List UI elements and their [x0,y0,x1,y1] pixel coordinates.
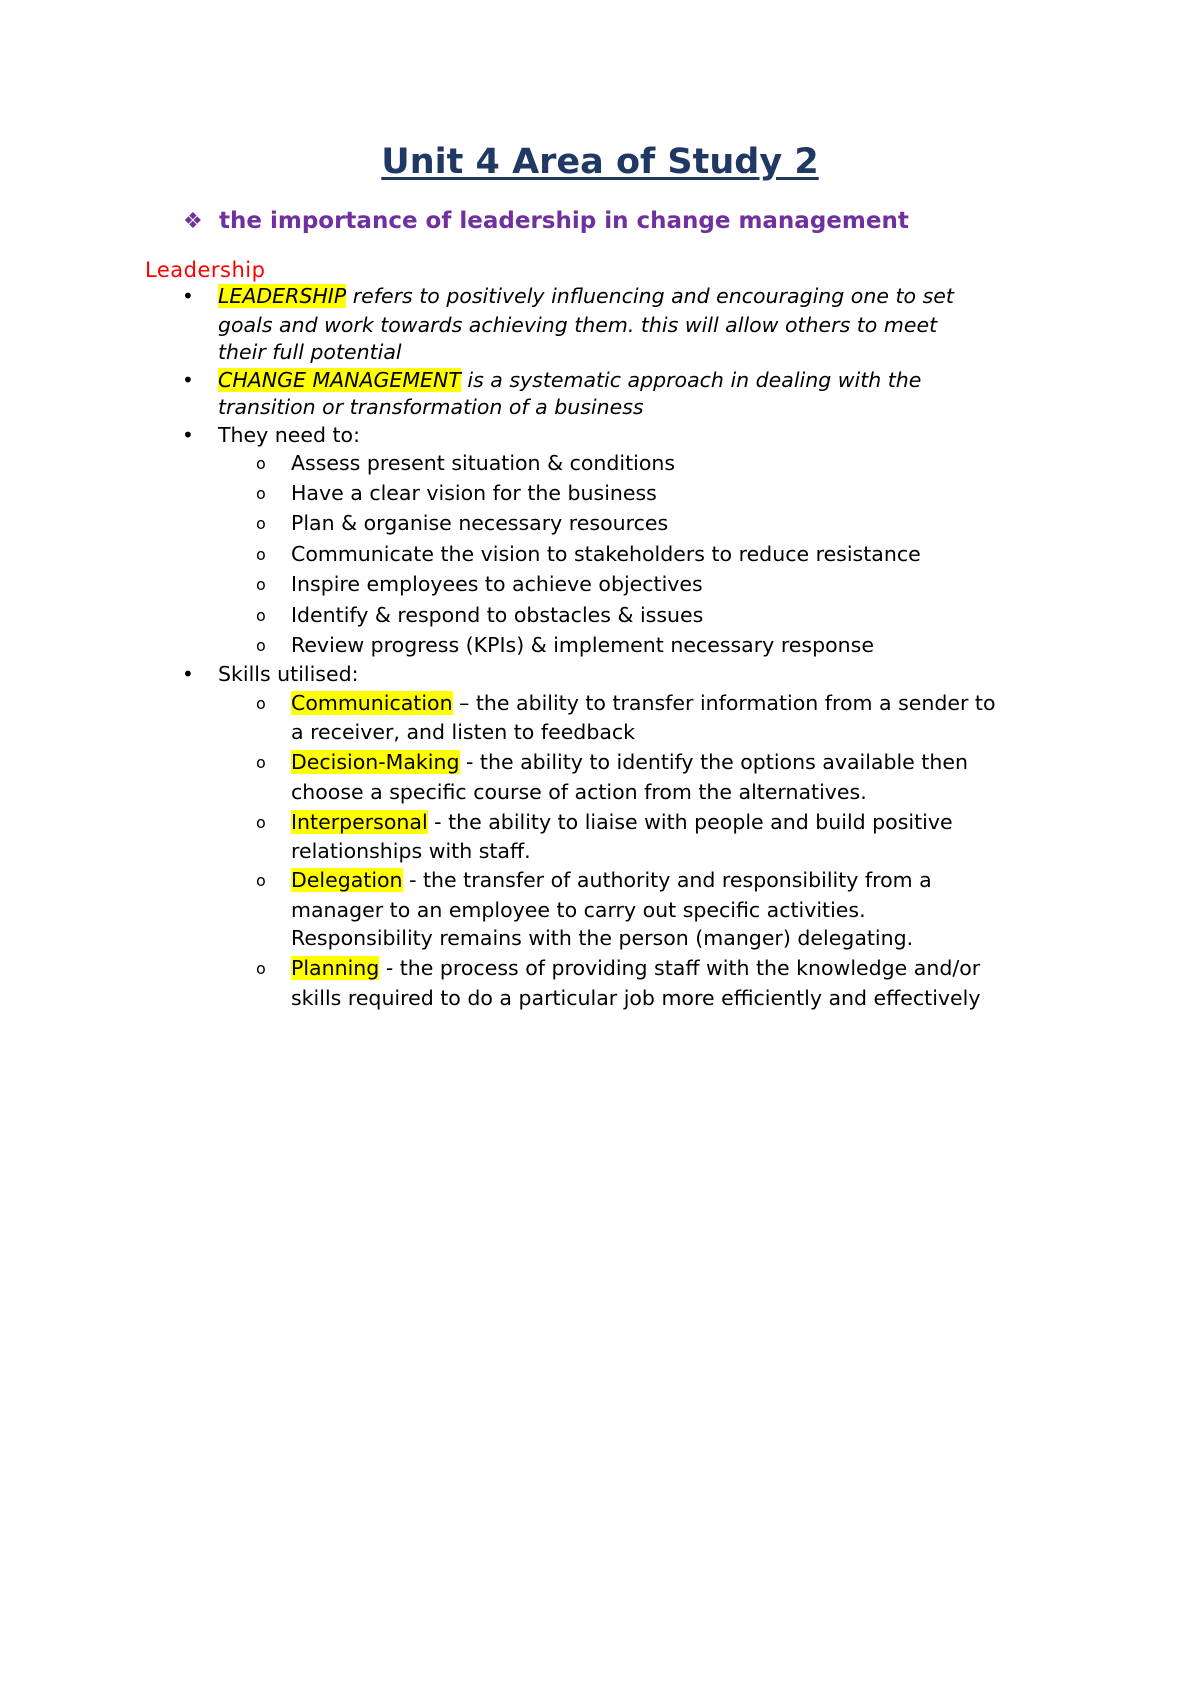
diamond-bullet-icon: ❖ [183,208,203,234]
skill-item-continuation: skills required to do a particular job more efficiently and effectively [291,986,981,1010]
skill-text: - the transfer of authority and responsibility from a [402,868,932,892]
bullet-icon: • [182,368,194,392]
circle-bullet-icon: o [256,694,266,713]
skill-item-continuation: a receiver, and listen to feedback [291,720,636,744]
skill-item [291,954,980,984]
list-item: Skills utilised: [218,662,359,686]
skill-item [291,808,953,838]
term-highlight: CHANGE MANAGEMENT [218,368,461,392]
skill-item-continuation: manager to an employee to carry out specific activities. [291,898,866,922]
list-item [218,282,954,312]
term-highlight: Planning [291,956,380,980]
term-highlight: LEADERSHIP [218,284,347,308]
sub-list-item: Review progress (KPIs) & implement necessary response [291,633,874,657]
sub-list-item: Assess present situation & conditions [291,451,676,475]
subtitle [183,208,909,234]
term-highlight: Decision-Making [291,750,460,774]
circle-bullet-icon: o [256,636,266,655]
circle-bullet-icon: o [256,753,266,772]
list-item: They need to: [218,423,361,447]
circle-bullet-icon: o [256,514,266,533]
bullet-icon: • [182,423,194,447]
list-item-continuation: transition or transformation of a business [218,395,644,419]
term-highlight: Communication [291,691,453,715]
bullet-icon: • [182,284,194,308]
skill-text: – the ability to transfer information from a sender to [452,691,996,715]
page-title: Unit 4 Area of Study 2 [381,142,819,182]
sub-list-item: Have a clear vision for the business [291,481,657,505]
definition-text: refers to positively influencing and encouraging one to set [346,284,954,308]
bullet-icon: • [182,662,194,686]
term-highlight: Interpersonal [291,810,428,834]
skill-item-continuation: relationships with staff. [291,839,531,863]
skill-text: - the ability to liaise with people and build positive [427,810,953,834]
skill-text: - the process of providing staff with the knowledge and/or [379,956,981,980]
circle-bullet-icon: o [256,871,266,890]
circle-bullet-icon: o [256,454,266,473]
list-item-continuation: their full potential [218,340,402,364]
circle-bullet-icon: o [256,606,266,625]
definition-text: is a systematic approach in dealing with the [460,368,922,392]
circle-bullet-icon: o [256,813,266,832]
list-item-continuation: goals and work towards achieving them. this will allow others to meet [218,313,938,337]
list-item [218,366,921,396]
sub-list-item: Inspire employees to achieve objectives [291,572,703,596]
sub-list-item: Plan & organise necessary resources [291,511,669,535]
skill-item [291,689,996,719]
skill-item [291,748,968,778]
skill-item-continuation: Responsibility remains with the person (manger) delegating. [291,926,914,950]
section-heading: Leadership [145,258,266,282]
sub-list-item: Identify & respond to obstacles & issues [291,603,704,627]
term-highlight: Delegation [291,868,403,892]
circle-bullet-icon: o [256,575,266,594]
sub-list-item: Communicate the vision to stakeholders to reduce resistance [291,542,921,566]
circle-bullet-icon: o [256,959,266,978]
circle-bullet-icon: o [256,545,266,564]
circle-bullet-icon: o [256,484,266,503]
subtitle-text: the importance of leadership in change management [219,208,909,234]
skill-text: - the ability to identify the options available then [459,750,968,774]
skill-item [291,866,932,896]
skill-item-continuation: choose a specific course of action from the alternatives. [291,780,867,804]
